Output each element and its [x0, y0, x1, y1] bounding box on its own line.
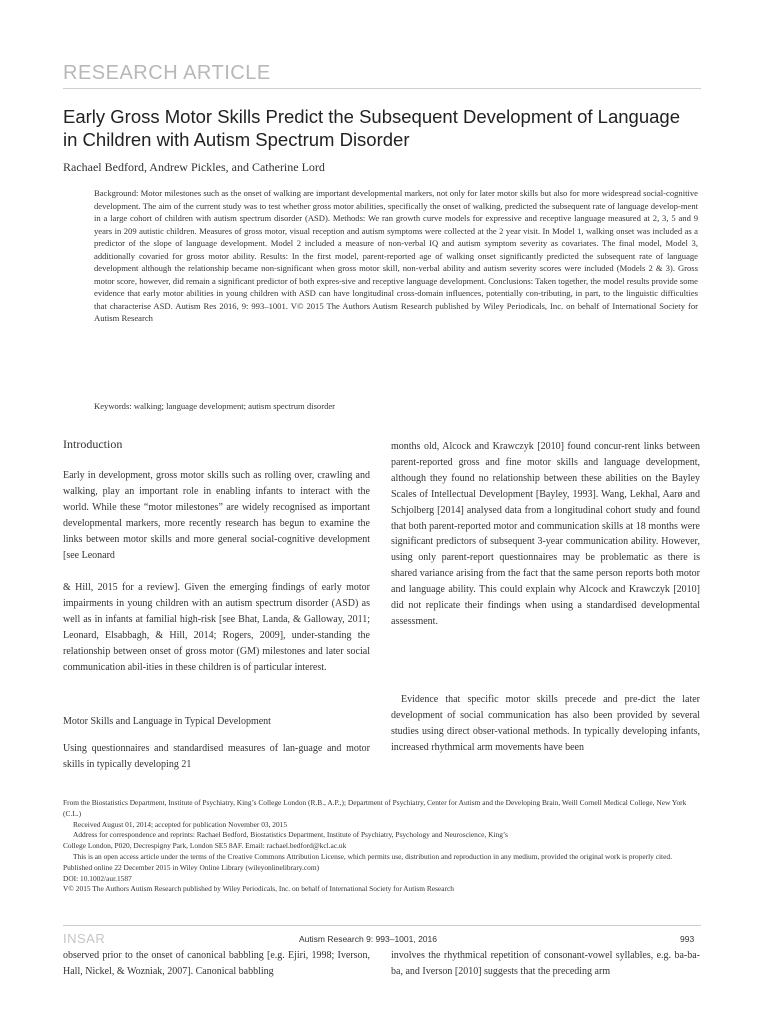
right-paragraph-2 — [391, 692, 700, 756]
article-title: Early Gross Motor Skills Predict the Subsequent Development of Language in Children with Autism Spectrum Disorder — [63, 106, 680, 150]
page-number: 993 — [680, 934, 695, 944]
footnotes — [63, 798, 703, 895]
footnote-received: Received August 01, 2014; accepted for publication November 03, 2015 — [73, 819, 288, 829]
footnote-affiliation: From the Biostatistics Department, Institute of Psychiatry, King’s College London (R.B., A.P.,); Department of Psychiatry, Center for Autism and the Developing Brain, Weill Cornell Medical College, New York (C.L.) — [63, 798, 687, 818]
footnote-copyright: V© 2015 The Authors Autism Research published by Wiley Periodicals, Inc. on behalf of International Society for Autism Research — [63, 884, 454, 894]
intro-heading-block — [63, 437, 370, 453]
intro-paragraph-1 — [63, 468, 370, 563]
continuation-left-text: observed prior to the onset of canonical babbling [e.g. Ejiri, 1998; Iverson, Hall, Nickel, & Wozniak, 2007]. Canonical babbling — [63, 950, 370, 977]
continuation-right-text: involves the rhythmical repetition of consonant-vowel syllables, e.g. ba-ba-ba, and Iverson [2010] suggests that the preceding arm — [391, 950, 700, 977]
intro-heading: Introduction — [63, 437, 123, 451]
footnote-doi: DOI: 10.1002/aur.1587 — [63, 873, 132, 883]
subsection-paragraph-text: Using questionnaires and standardised measures of lan-guage and motor skills in typically developing 21 — [63, 743, 370, 770]
right-paragraph-1-text: months old, Alcock and Krawczyk [2010] found concur-rent links between parent-reported gross and fine motor skills and language development, although they found no relationship between these abilities on the Bayley Scales of Intellectual Development [Bayley, 1993]. Wang, Lekhal, Aarø and Schjolberg [2014] analysed data from a longitudinal cohort study and found that both parent-reported motor and communication skills at 18 months were significant predictors of subsequent 3-year communication ability. However, using only parent-report questionnaires may be problematic as there is shared variance arising from the fact that the same person reports both motor and language ability. This could explain why Alcock and Krawczyk [2010] did not replicate their findings when using a standardised developmental assessment. — [391, 441, 700, 627]
footnote-address-cont: College London, P020, Decrespigny Park, London SE5 8AF. Email: rachael.bedford@kcl.ac.uk — [63, 841, 347, 851]
subsection-heading-text: Motor Skills and Language in Typical Development — [63, 716, 271, 727]
footer-divider — [63, 925, 701, 926]
right-paragraph-1 — [391, 439, 700, 630]
intro-paragraph-1-text: Early in development, gross motor skills such as rolling over, crawling and walking, play an important role in enabling infants to interact with the world. While these “motor milestones” are widely recognised as important developmental markers, more recently research has begun to examine the links between motor skills and more general social-cognitive development [see Leonard — [63, 470, 370, 561]
abstract: Background: Motor milestones such as the onset of walking are important developmental markers, not only for later motor skills but also for more widespread social-cognitive development. The aim of the current study was to test whether gross motor abilities, specifically the onset of walking, predicted the subsequent rate of language develop-ment in a large cohort of children with autism spectrum disorder (ASD). Methods: We ran growth curve models for expressive and receptive language measured at 2, 3, 5 and 9 years in 209 autistic children. Measures of gross motor, visual reception and autism symptoms were collected at the 2 year visit. In Model 1, walking onset was included as a predictor of the slope of language development. Model 2 included a measure of non-verbal IQ and autism symptom severity as covariates. The final model, Model 3, additionally covaried for gross motor ability. Results: In the first model, parent-reported age of walking onset significantly predicted the subsequent rate of language development although the relationship became non-significant when gross motor skill, non-verbal ability and autism severity scores were included (Models 2 & 3). Gross motor score, however, did remain a significant predictor of both expres-sive and receptive language development. Conclusions: Taken together, the model results provide some evidence that early motor abilities in young children with ASD can have longitudinal cross-domain influences, potentially con-tributing, in part, to the linguistic difficulties that characterise ASD. Autism Res 2016, 9: 993–1001. V© 2015 The Authors Autism Research published by Wiley Periodicals, Inc. on behalf of International Society for Autism Research — [94, 188, 698, 323]
intro-paragraph-2 — [63, 580, 370, 675]
continuation-left — [63, 948, 370, 980]
journal-logo: INSAR — [63, 931, 106, 946]
header-divider — [63, 88, 701, 89]
running-title: Autism Research 9: 993–1001, 2016 — [299, 934, 437, 944]
subsection-heading — [63, 714, 370, 730]
section-label: RESEARCH ARTICLE — [63, 62, 271, 84]
continuation-right — [391, 948, 700, 980]
footnote-published: Published online 22 December 2015 in Wiley Online Library (wileyonlinelibrary.com) — [63, 862, 320, 872]
right-paragraph-2-text: Evidence that specific motor skills precede and pre-dict the later development of social communication has also been provided by several studies using direct obser-vational methods. In typically developing infants, increased rhythmical arm movements have been — [391, 694, 700, 753]
footnote-address: Address for correspondence and reprints: Rachael Bedford, Biostatistics Department, Institute of Psychiatry, Psychology and Neuroscience, King’s — [73, 830, 508, 840]
keywords: Keywords: walking; language development; autism spectrum disorder — [94, 401, 336, 411]
subsection-paragraph — [63, 741, 370, 773]
footnote-license: This is an open access article under the terms of the Creative Commons Attribution License, which permits use, distribution and reproduction in any medium, provided the original work is properly cited. — [73, 851, 672, 861]
intro-paragraph-2-text: & Hill, 2015 for a review]. Given the emerging findings of early motor impairments in young children with an autism spectrum disorder (ASD) as well as in infants at familial high-risk [see Bhat, Landa, & Galloway, 2011; Leonard, Elsabbagh, & Hill, 2014; Rogers, 2009], under-standing the relationship between onset of gross motor (GM) milestones and later social communication abil-ities in these children is of particular interest. — [63, 582, 370, 673]
author-list: Rachael Bedford, Andrew Pickles, and Catherine Lord — [63, 160, 325, 174]
